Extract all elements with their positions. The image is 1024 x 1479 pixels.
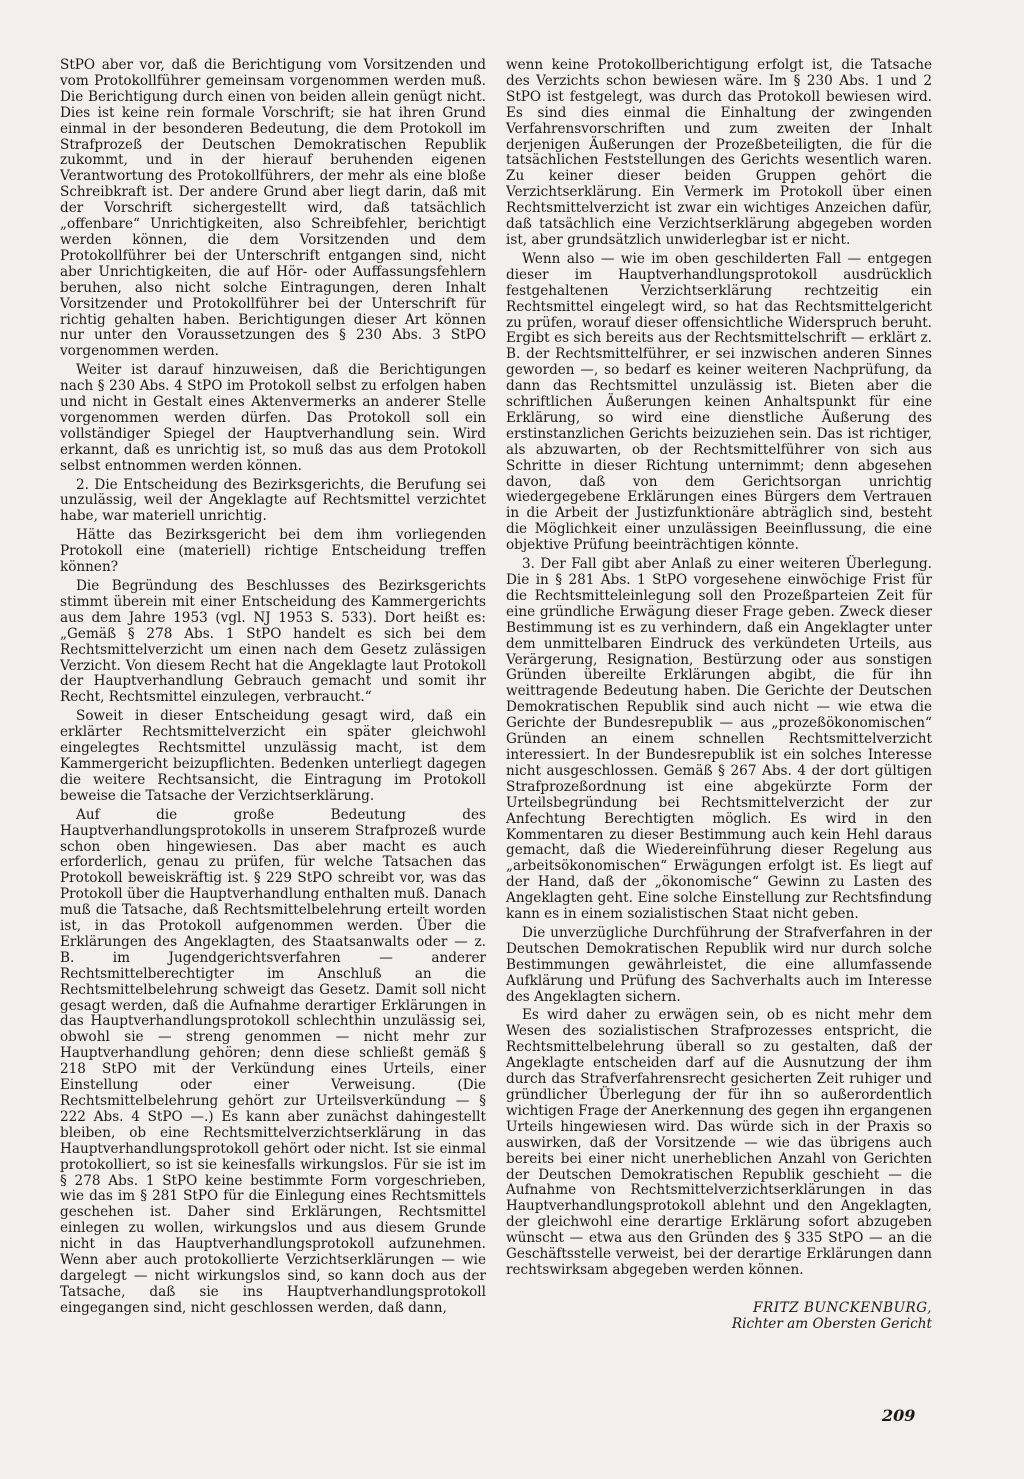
paragraph: 2. Die Entscheidung des Bezirksgerichts, die Berufung sei unzulässig, weil der Angeklagte auf Rechtsmittel verzichtet habe, war materiell unrichtig. [60, 476, 486, 525]
paragraph: Es wird daher zu erwägen sein, ob es nicht mehr dem Wesen des sozialistischen Strafprozesses entspricht, die Rechtsmittelbelehrung überall so zu gestalten, daß der Angeklagte entscheiden darf auf die Ausnutzung der ihm durch das Strafverfahrensrecht gesicherten Zeit ruhiger und gründlicher Überlegung der für ihn so außerordentlich wichtigen Frage der Anerkennung des gegen ihn ergangenen Urteils hingewiesen wird. Das würde sich in der Praxis so auswirken, daß der Vorsitzende — wie das übrigens auch bereits bei einer nicht unerheblichen Anzahl von Gerichten der Deutschen Demokratischen Republik geschieht — die Aufnahme von Rechtsmittelverzichtserklärungen in das Hauptverhandlungsprotokoll ablehnt und den Angeklagten, der gleichwohl eine derartige Erklärung sofort abzugeben wünscht — etwa aus den Gründen des § 335 StPO — an die Geschäftsstelle verweist, bei der derartige Erklärungen dann rechtswirksam abgegeben werden können. [506, 1007, 932, 1278]
text-column-right [506, 58, 932, 1279]
paragraph: Wenn also — wie im oben geschilderten Fall — entgegen dieser im Hauptverhandlungsprotokoll ausdrücklich festgehaltenen Verzichtserklärung rechtzeitig ein Rechtsmittel eingelegt wird, so hat das Rechtsmittelgericht zu prüfen, worauf dieser offensichtliche Widerspruch beruht. Ergibt es sich bereits aus der Rechtsmittelschrift — erklärt z. B. der Rechtsmittelführer, er sei inzwischen anderen Sinnes geworden —, so bedarf es keiner weiteren Nachprüfung, da dann das Rechtsmittel unzulässig ist. Bieten aber die schriftlichen Äußerungen keinen Anhaltspunkt für eine Erklärung, so wird eine dienstliche Äußerung des erstinstanzlichen Gerichts beizuziehen sein. Das ist richtiger, als abzuwarten, ob der Rechtsmittelführer von sich aus Schritte in dieser Richtung unternimmt; denn abgesehen davon, daß von dem Gerichtsorgan unrichtig wiedergegebene Erklärungen eines Bürgers dem Vertrauen in die Arbeit der Justizfunktionäre abträglich sind, besteht die Möglichkeit einer unzulässigen Beeinflussung, die eine objektive Prüfung beeinträchtigen könnte. [506, 250, 932, 554]
page-number: 209 [882, 1406, 916, 1425]
paragraph: Hätte das Bezirksgericht bei dem ihm vorliegenden Protokoll eine (materiell) richtige Entscheidung treffen können? [60, 527, 486, 576]
paragraph: 3. Der Fall gibt aber Anlaß zu einer weiteren Überlegung. Die in § 281 Abs. 1 StPO vorgesehene einwöchige Frist für die Rechtsmitteleinlegung soll den Prozeßparteien Zeit für eine gründliche Erwägung dieser Frage geben. Zweck dieser Bestimmung ist es zu verhindern, daß ein Angeklagter unter dem unmittelbaren Eindruck des verkündeten Urteils, aus Verärgerung, Resignation, Bestürzung oder aus sonstigen Gründen übereilte Erklärungen abgibt, die für ihn weittragende Bedeutung haben. Die Gerichte der Deutschen Demokratischen Republik sind auch nicht — wie etwa die Gerichte der Bundesrepublik — aus „prozeßökonomischen“ Gründen an einem schnellen Rechtsmittelverzicht interessiert. In der Bundesrepublik ist ein solches Interesse nicht ausgeschlossen. Gemäß § 267 Abs. 4 der dort gültigen Strafprozeßordnung ist eine abgekürzte Form der Urteilsbegründung bei Rechtsmittelverzicht der zur Anfechtung Berechtigten möglich. Es wird in den Kommentaren zu dieser Bestimmung auch kein Hehl daraus gemacht, daß die Wiedereinführung dieser Regelung aus „arbeitsökonomischen“ Erwägungen erfolgt ist. Es liegt auf der Hand, daß der „ökonomische“ Gewinn zu Lasten des Angeklagten geht. Eine solche Einstellung zur Rechtsfindung kann es in einem sozialistischen Staat nicht geben. [506, 556, 932, 923]
paragraph: Die Begründung des Beschlusses des Bezirksgerichts stimmt überein mit einer Entscheidung des Kammergerichts aus dem Jahre 1953 (vgl. NJ 1953 S. 533). Dort heißt es: „Gemäß § 278 Abs. 1 StPO handelt es sich bei dem Rechtsmittelverzicht um einen nach dem Gesetz zulässigen Verzicht. Von diesem Recht hat die Angeklagte laut Protokoll der Hauptverhandlung Gebrauch gemacht und somit ihr Recht, Rechtsmittel einzulegen, verbraucht.“ [60, 578, 486, 706]
paragraph: StPO aber vor, daß die Berichtigung vom Vorsitzenden und vom Protokollführer gemeinsam vorgenommen werden muß. Die Berichtigung durch einen von beiden allein genügt nicht. Dies ist keine rein formale Vorschrift; sie hat ihren Grund einmal in der besonderen Bedeutung, die dem Protokoll im Strafprozeß der Deutschen Demokratischen Republik zukommt, und in der hierauf beruhenden eigenen Verantwortung des Protokollführers, der mehr als eine bloße Schreibkraft ist. Der andere Grund aber liegt darin, daß mit der Vorschrift sichergestellt wird, daß tatsächlich „offenbare“ Unrichtigkeiten, also Schreibfehler, berichtigt werden können, die dem Vorsitzenden und dem Protokollführer bei der Unterschrift entgangen sind, nicht aber Unrichtigkeiten, die auf Hör- oder Auffassungsfehlern beruhen, also nicht solche Eintragungen, deren Inhalt Vorsitzender und Protokollführer bei der Unterschrift für richtig gehalten haben. Berichtigungen dieser Art können nur unter den Voraussetzungen des § 230 Abs. 3 StPO vorgenommen werden. [60, 57, 486, 360]
author-title: Richter am Obersten Gericht [731, 1316, 932, 1332]
author-signature [506, 1300, 932, 1332]
paragraph: Die unverzügliche Durchführung der Strafverfahren in der Deutschen Demokratischen Republik wird nur durch solche Bestimmungen gewährleistet, die eine allumfassende Aufklärung und Prüfung des Sachverhalts auch im Interesse des Angeklagten sichern. [506, 924, 932, 1005]
paragraph: Auf die große Bedeutung des Hauptverhandlungsprotokolls in unserem Strafprozeß wurde schon oben hingewiesen. Das aber macht es auch erforderlich, genau zu prüfen, für welche Tatsachen das Protokoll beweiskräftig ist. § 229 StPO schreibt vor, was das Protokoll über die Hauptverhandlung enthalten muß. Danach muß die Tatsache, daß Rechtsmittelbelehrung erteilt worden ist, in das Protokoll aufgenommen werden. Über die Erklärungen des Angeklagten, des Staatsanwalts oder — z. B. im Jugendgerichtsverfahren — anderer Rechtsmittelberechtigter im Anschluß an die Rechtsmittelbelehrung schweigt das Gesetz. Damit soll nicht gesagt werden, daß die Aufnahme derartiger Erklärungen in das Hauptverhandlungsprotokoll schlechthin unzulässig sei, obwohl sie — streng genommen — nicht mehr zur Hauptverhandlung gehören; denn diese schließt gemäß § 218 StPO mit der Verkündung eines Urteils, einer Einstellung oder einer Verweisung. (Die Rechtsmittelbelehrung gehört zur Urteilsverkündung — § 222 Abs. 4 StPO —.) Es kann aber zunächst dahingestellt bleiben, ob eine Rechtsmittelverzichtserklärung in das Hauptverhandlungsprotokoll gehört oder nicht. Ist sie einmal protokolliert, so ist sie keinesfalls wirkungslos. Für sie ist im § 278 Abs. 1 StPO keine bestimmte Form vorgeschrieben, wie das im § 281 StPO für die Einlegung eines Rechtsmittels geschehen ist. Daher sind Erklärungen, Rechtsmittel einlegen zu wollen, wirkungslos und aus diesem Grunde nicht in das Hauptverhandlungsprotokoll aufzunehmen. Wenn aber auch protokollierte Verzichtserklärungen — wie dargelegt — nicht wirkungslos sind, so kann doch aus der Tatsache, daß sie ins Hauptverhandlungsprotokoll eingegangen sind, nicht geschlossen werden, daß dann, [60, 806, 486, 1316]
author-name: FRITZ BUNCKENBURG, [753, 1300, 932, 1316]
text-column-left [60, 58, 486, 1317]
paragraph: Soweit in dieser Entscheidung gesagt wird, daß ein erklärter Rechtsmittelverzicht ein später gleichwohl eingelegtes Rechtsmittel unzulässig macht, ist dem Kammergericht beizupflichten. Bedenken unterliegt dagegen die weitere Rechtsansicht, die Eintragung im Protokoll beweise die Tatsache der Verzichtserklärung. [60, 708, 486, 804]
paragraph: Weiter ist darauf hinzuweisen, daß die Berichtigungen nach § 230 Abs. 4 StPO im Protokoll selbst zu erfolgen haben und nicht in Gestalt eines Aktenvermerks an anderer Stelle vorgenommen werden dürfen. Das Protokoll soll ein vollständiger Spiegel der Hauptverhandlung sein. Wird erkannt, daß es unrichtig ist, so muß das aus dem Protokoll selbst entnommen werden können. [60, 362, 486, 474]
paragraph: wenn keine Protokollberichtigung erfolgt ist, die Tatsache des Verzichts schon bewiesen wäre. Im § 230 Abs. 1 und 2 StPO ist festgelegt, was durch das Protokoll bewiesen wird. Es sind dies einmal die Einhaltung der zwingenden Verfahrensvorschriften und zum zweiten der Inhalt derjenigen Äußerungen der Prozeßbeteiligten, die für die tatsächlichen Feststellungen des Gerichts wesentlich waren. Zu keiner dieser beiden Gruppen gehört die Verzichtserklärung. Ein Vermerk im Protokoll über einen Rechtsmittelverzicht ist zwar ein wichtiges Anzeichen dafür, daß tatsächlich eine Verzichtserklärung abgegeben worden ist, aber grundsätzlich unwiderlegbar ist er nicht. [506, 57, 932, 248]
